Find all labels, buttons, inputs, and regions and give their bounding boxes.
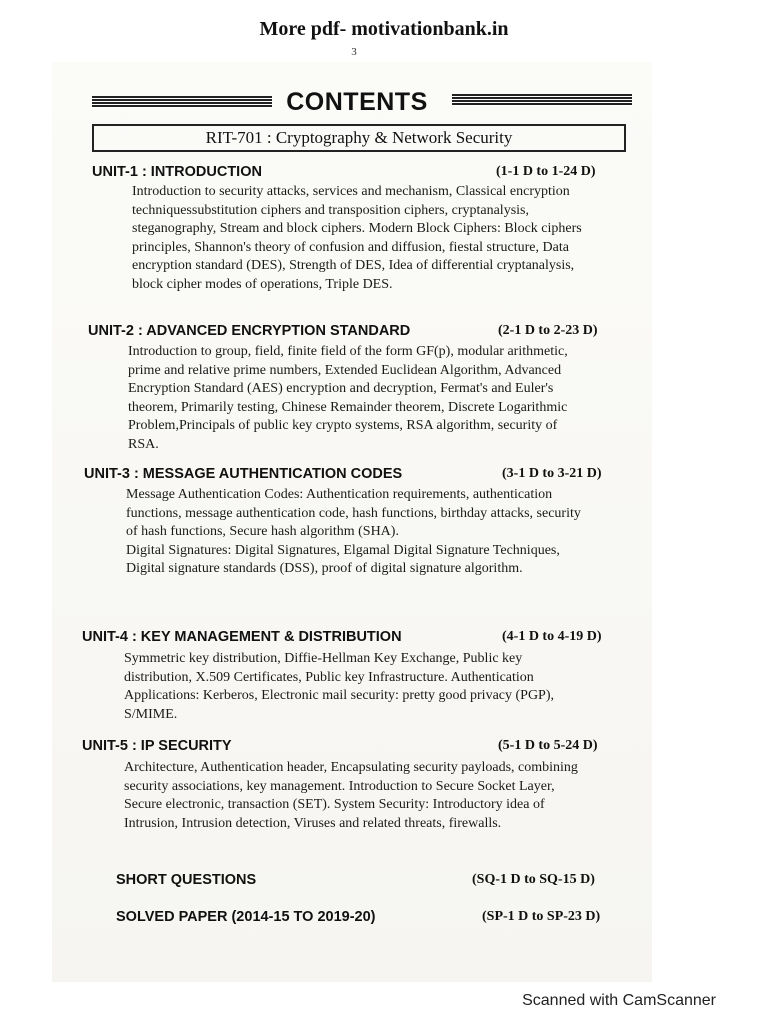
unit-title: UNIT-4 : KEY MANAGEMENT & DISTRIBUTION xyxy=(82,629,402,645)
unit-heading xyxy=(0,164,768,184)
unit-paragraph: Message Authentication Codes: Authentication requirements, authentication functions, message authentication code, hash functions, birthday attacks, security of hash functions, Secure hash algorithm (SHA). xyxy=(126,487,581,539)
unit-heading xyxy=(0,738,768,758)
unit-description xyxy=(124,759,586,833)
unit-description xyxy=(126,486,586,579)
solved-paper-pages: (SP-1 D to SP-23 D) xyxy=(482,909,601,924)
unit-heading xyxy=(0,466,768,486)
unit-pages: (1-1 D to 1-24 D) xyxy=(496,164,596,179)
unit-description xyxy=(128,343,584,454)
unit-title: UNIT-2 : ADVANCED ENCRYPTION STANDARD xyxy=(88,323,411,339)
solved-paper-entry xyxy=(0,909,768,929)
contents-title: CONTENTS xyxy=(286,88,428,116)
unit-pages: (5-1 D to 5-24 D) xyxy=(498,738,598,753)
unit-paragraph: Introduction to group, field, finite field of the form GF(p), modular arithmetic, prime and relative prime numbers, Extended Euclidean Algorithm, Advanced Encryption Standard (AES) encryption and decryption, Fermat's and Euler's theorem, Primarily testing, Chinese Remainder theorem, Discrete Logarithmic Problem,Principals of public key crypto systems, RSA algorithm, security of RSA. xyxy=(128,344,568,452)
unit-heading xyxy=(0,629,768,649)
unit-paragraph: Architecture, Authentication header, Encapsulating security payloads, combining security associations, key management. Introduction to Secure Socket Layer, Secure electronic, transaction (SET). System Security: Introductory idea of Intrusion, Intrusion detection, Viruses and related threats, firewalls. xyxy=(124,760,578,831)
unit-paragraph: Digital Signatures: Digital Signatures, Elgamal Digital Signature Techniques, Digital signature standards (DSS), proof of digital signature algorithm. xyxy=(126,542,560,576)
short-questions-title: SHORT QUESTIONS xyxy=(116,872,257,888)
unit-pages: (4-1 D to 4-19 D) xyxy=(502,629,602,644)
camscanner-watermark: Scanned with CamScanner xyxy=(522,992,716,1009)
unit-description xyxy=(132,183,582,294)
contents-banner xyxy=(92,90,632,120)
page-number: 3 xyxy=(351,46,357,58)
unit-pages: (2-1 D to 2-23 D) xyxy=(498,323,598,338)
header-note: More pdf- motivationbank.in xyxy=(259,18,509,40)
unit-title: UNIT-3 : MESSAGE AUTHENTICATION CODES xyxy=(84,466,403,482)
unit-title: UNIT-1 : INTRODUCTION xyxy=(92,164,262,180)
unit-title: UNIT-5 : IP SECURITY xyxy=(82,738,232,754)
unit-heading xyxy=(0,323,768,343)
unit-description xyxy=(124,650,586,724)
banner-rule-right xyxy=(452,94,632,106)
banner-rule-left xyxy=(92,96,272,108)
short-questions-entry xyxy=(0,872,768,892)
unit-pages: (3-1 D to 3-21 D) xyxy=(502,466,602,481)
subject-title: RIT-701 : Cryptography & Network Security xyxy=(92,124,626,152)
unit-paragraph: Introduction to security attacks, services and mechanism, Classical encryption techniquessubstitution ciphers and transposition ciphers, cryptanalysis, steganography, Stream and block ciphers. Modern Block Ciphers: Block ciphers principles, Shannon's theory of confusion and diffusion, fiestal structure, Data encryption standard (DES), Strength of DES, Idea of differential cryptanalysis, block cipher modes of operations, Triple DES. xyxy=(132,184,582,292)
solved-paper-title: SOLVED PAPER (2014-15 TO 2019-20) xyxy=(116,909,376,925)
unit-paragraph: Symmetric key distribution, Diffie-Hellman Key Exchange, Public key distribution, X.509 Certificates, Public key Infrastructure. Authentication Applications: Kerberos, Electronic mail security: pretty good privacy (PGP), S/MIME. xyxy=(124,651,555,722)
short-questions-pages: (SQ-1 D to SQ-15 D) xyxy=(472,872,595,887)
